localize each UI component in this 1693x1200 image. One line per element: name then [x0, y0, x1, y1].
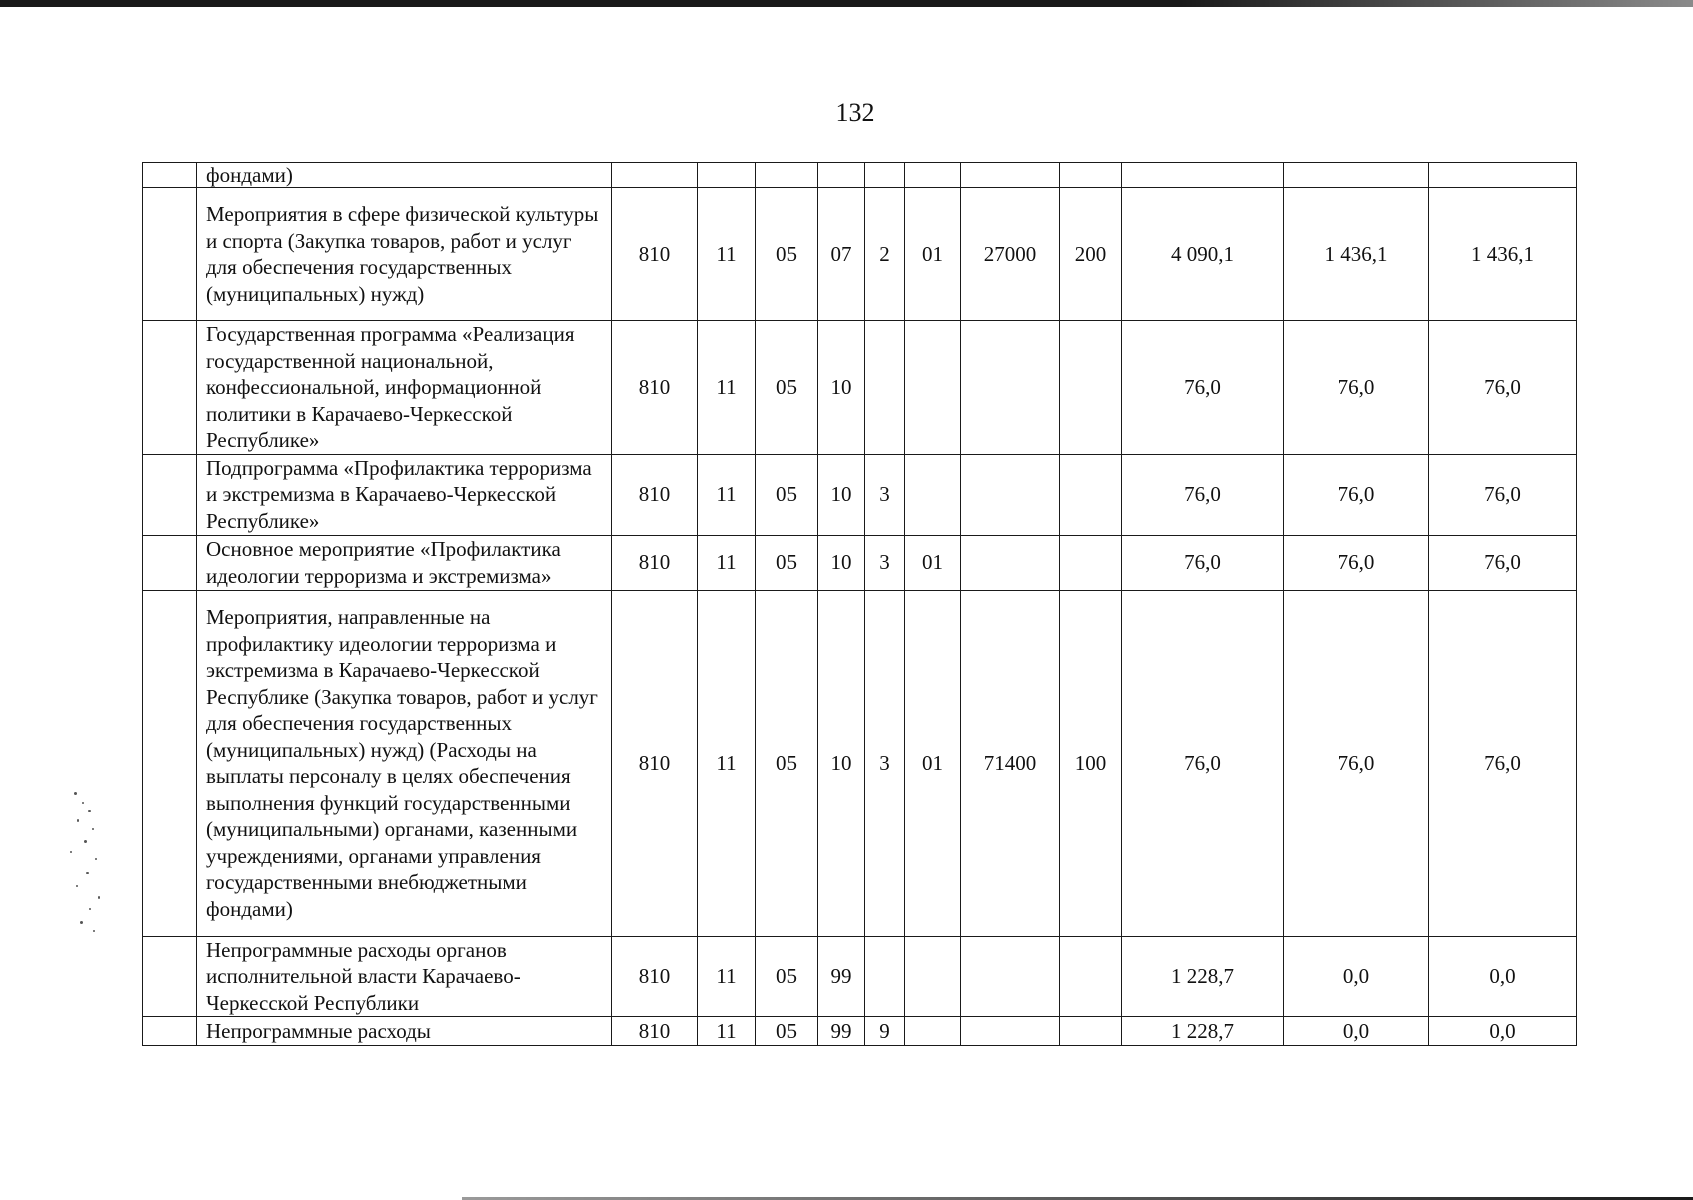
amount-year3-cell: 76,0	[1429, 321, 1577, 455]
section-code-cell: 11	[698, 1017, 756, 1046]
direction-code-cell	[961, 454, 1060, 535]
program-code-cell: 99	[818, 936, 865, 1017]
table-row	[143, 936, 1577, 1017]
subprogram-code-cell: 2	[865, 188, 905, 321]
section-code-cell: 11	[698, 188, 756, 321]
ministry-code-cell: 810	[612, 535, 698, 590]
ministry-code-cell: 810	[612, 1017, 698, 1046]
amount-year1-cell: 76,0	[1122, 454, 1284, 535]
ministry-code-cell: 810	[612, 454, 698, 535]
section-code-cell	[698, 163, 756, 188]
amount-year2-cell: 76,0	[1284, 590, 1429, 936]
amount-year2-cell: 1 436,1	[1284, 188, 1429, 321]
row-number-cell	[143, 454, 197, 535]
subprogram-code-cell: 3	[865, 535, 905, 590]
page-number: 132	[835, 98, 875, 127]
ministry-code-cell: 810	[612, 936, 698, 1017]
amount-year1-cell: 76,0	[1122, 535, 1284, 590]
amount-year3-cell: 76,0	[1429, 535, 1577, 590]
description-cell: Непрограммные расходы	[197, 1017, 612, 1046]
description-cell: Мероприятия в сфере физической культуры и спорта (Закупка товаров, работ и услуг для обеспечения государственных (муниципальных) нужд)	[197, 188, 612, 321]
amount-year2-cell: 76,0	[1284, 535, 1429, 590]
activity-code-cell	[905, 321, 961, 455]
table-row	[143, 163, 1577, 188]
ministry-code-cell: 810	[612, 188, 698, 321]
direction-code-cell	[961, 1017, 1060, 1046]
ministry-code-cell: 810	[612, 321, 698, 455]
subprogram-code-cell: 3	[865, 590, 905, 936]
section-code-cell: 11	[698, 535, 756, 590]
row-number-cell	[143, 163, 197, 188]
amount-year1-cell: 76,0	[1122, 590, 1284, 936]
row-number-cell	[143, 936, 197, 1017]
subsection-code-cell: 05	[756, 321, 818, 455]
expense-type-cell: 100	[1060, 590, 1122, 936]
expense-type-cell	[1060, 535, 1122, 590]
program-code-cell: 07	[818, 188, 865, 321]
direction-code-cell	[961, 535, 1060, 590]
row-number-cell	[143, 590, 197, 936]
table-row	[143, 535, 1577, 590]
section-code-cell: 11	[698, 454, 756, 535]
direction-code-cell: 27000	[961, 188, 1060, 321]
amount-year3-cell: 0,0	[1429, 1017, 1577, 1046]
expense-type-cell: 200	[1060, 188, 1122, 321]
amount-year1-cell: 1 228,7	[1122, 936, 1284, 1017]
activity-code-cell	[905, 936, 961, 1017]
activity-code-cell: 01	[905, 188, 961, 321]
amount-year2-cell: 0,0	[1284, 936, 1429, 1017]
amount-year2-cell: 0,0	[1284, 1017, 1429, 1046]
subprogram-code-cell	[865, 936, 905, 1017]
subprogram-code-cell: 3	[865, 454, 905, 535]
subsection-code-cell: 05	[756, 454, 818, 535]
description-cell: фондами)	[197, 163, 612, 188]
program-code-cell: 99	[818, 1017, 865, 1046]
amount-year3-cell: 1 436,1	[1429, 188, 1577, 321]
table-row	[143, 321, 1577, 455]
section-code-cell: 11	[698, 321, 756, 455]
expense-type-cell	[1060, 163, 1122, 188]
row-number-cell	[143, 1017, 197, 1046]
ministry-code-cell	[612, 163, 698, 188]
activity-code-cell	[905, 454, 961, 535]
amount-year2-cell: 76,0	[1284, 454, 1429, 535]
subsection-code-cell: 05	[756, 590, 818, 936]
table-row	[143, 454, 1577, 535]
amount-year1-cell: 1 228,7	[1122, 1017, 1284, 1046]
expense-type-cell	[1060, 1017, 1122, 1046]
budget-table	[142, 162, 1577, 1046]
program-code-cell: 10	[818, 590, 865, 936]
amount-year3-cell	[1429, 163, 1577, 188]
subsection-code-cell: 05	[756, 535, 818, 590]
subprogram-code-cell	[865, 321, 905, 455]
program-code-cell: 10	[818, 321, 865, 455]
row-number-cell	[143, 535, 197, 590]
table-row	[143, 590, 1577, 936]
direction-code-cell: 71400	[961, 590, 1060, 936]
activity-code-cell	[905, 1017, 961, 1046]
direction-code-cell	[961, 936, 1060, 1017]
ministry-code-cell: 810	[612, 590, 698, 936]
section-code-cell: 11	[698, 590, 756, 936]
expense-type-cell	[1060, 454, 1122, 535]
row-number-cell	[143, 188, 197, 321]
top-scan-border-fade	[1180, 0, 1693, 7]
amount-year2-cell	[1284, 163, 1429, 188]
amount-year1-cell: 76,0	[1122, 321, 1284, 455]
table-row	[143, 1017, 1577, 1046]
amount-year3-cell: 0,0	[1429, 936, 1577, 1017]
subsection-code-cell	[756, 163, 818, 188]
section-code-cell: 11	[698, 936, 756, 1017]
amount-year1-cell	[1122, 163, 1284, 188]
description-cell: Мероприятия, направленные на профилактику идеологии терроризма и экстремизма в Карачаево-Черкесской Республике (Закупка товаров, работ и услуг для обеспечения государственных (муниципальных) нужд) (Расходы на выплаты персоналу в целях обеспечения выполнения функций государственными (муниципальными) органами, казенными учреждениями, органами управления государственными внебюджетными фондами)	[197, 590, 612, 936]
subprogram-code-cell	[865, 163, 905, 188]
subsection-code-cell: 05	[756, 1017, 818, 1046]
amount-year3-cell: 76,0	[1429, 454, 1577, 535]
description-cell: Основное мероприятие «Профилактика идеологии терроризма и экстремизма»	[197, 535, 612, 590]
program-code-cell	[818, 163, 865, 188]
activity-code-cell	[905, 163, 961, 188]
scan-noise	[62, 788, 106, 938]
direction-code-cell	[961, 163, 1060, 188]
direction-code-cell	[961, 321, 1060, 455]
expense-type-cell	[1060, 936, 1122, 1017]
program-code-cell: 10	[818, 454, 865, 535]
program-code-cell: 10	[818, 535, 865, 590]
amount-year2-cell: 76,0	[1284, 321, 1429, 455]
description-cell: Непрограммные расходы органов исполнительной власти Карачаево-Черкесской Республики	[197, 936, 612, 1017]
table-row	[143, 188, 1577, 321]
description-cell: Подпрограмма «Профилактика терроризма и экстремизма в Карачаево-Черкесской Республике»	[197, 454, 612, 535]
row-number-cell	[143, 321, 197, 455]
subsection-code-cell: 05	[756, 188, 818, 321]
activity-code-cell: 01	[905, 535, 961, 590]
amount-year1-cell: 4 090,1	[1122, 188, 1284, 321]
subsection-code-cell: 05	[756, 936, 818, 1017]
amount-year3-cell: 76,0	[1429, 590, 1577, 936]
description-cell: Государственная программа «Реализация государственной национальной, конфессиональной, информационной политики в Карачаево-Черкесской Республике»	[197, 321, 612, 455]
subprogram-code-cell: 9	[865, 1017, 905, 1046]
activity-code-cell: 01	[905, 590, 961, 936]
expense-type-cell	[1060, 321, 1122, 455]
